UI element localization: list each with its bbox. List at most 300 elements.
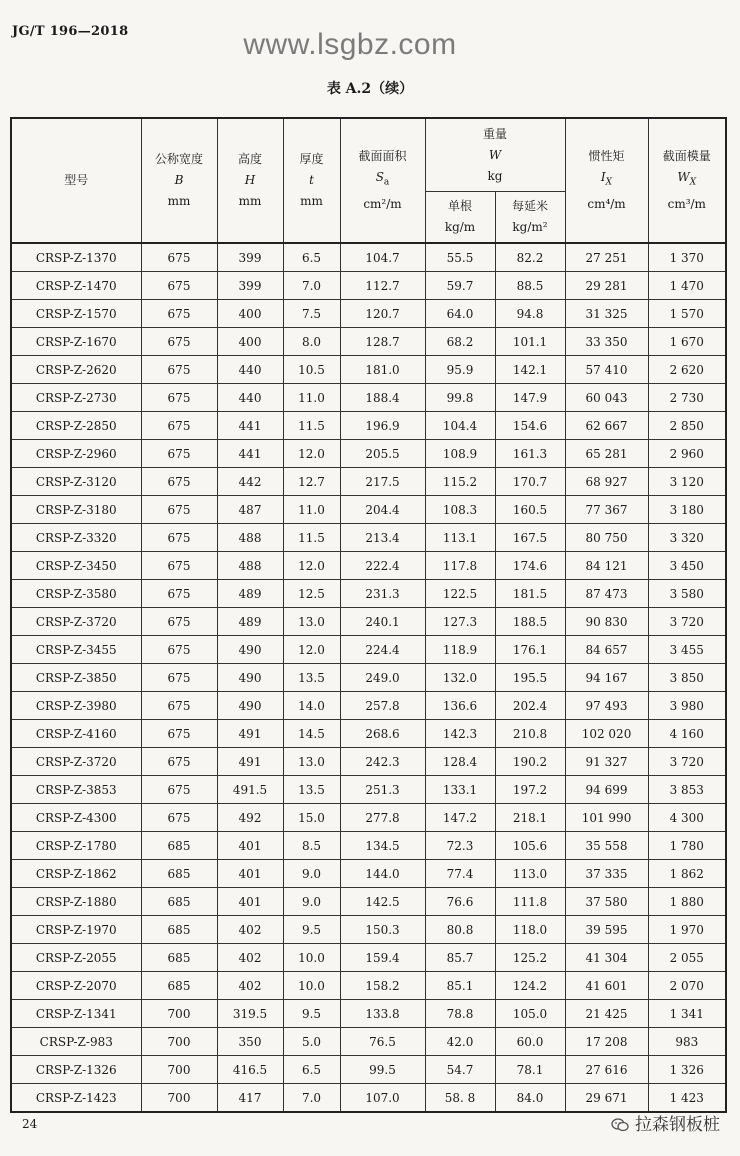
cell-inertia: 27 616 xyxy=(565,1056,648,1084)
header-weight: 重量 W kg xyxy=(425,118,565,192)
cell-width: 685 xyxy=(141,916,217,944)
cell-weight-per-m: 195.5 xyxy=(495,664,565,692)
cell-model: CRSP-Z-2850 xyxy=(11,412,141,440)
cell-thickness: 14.5 xyxy=(283,720,340,748)
table-row xyxy=(11,804,726,832)
cell-inertia: 60 043 xyxy=(565,384,648,412)
cell-width: 675 xyxy=(141,776,217,804)
cell-model: CRSP-Z-1880 xyxy=(11,888,141,916)
cell-area: 268.6 xyxy=(340,720,425,748)
cell-weight-single: 108.9 xyxy=(425,440,495,468)
cell-weight-per-m: 170.7 xyxy=(495,468,565,496)
cell-area: 158.2 xyxy=(340,972,425,1000)
table-row xyxy=(11,440,726,468)
table-row xyxy=(11,944,726,972)
cell-inertia: 39 595 xyxy=(565,916,648,944)
cell-width: 675 xyxy=(141,748,217,776)
cell-inertia: 77 367 xyxy=(565,496,648,524)
cell-height: 441 xyxy=(217,412,283,440)
cell-weight-per-m: 147.9 xyxy=(495,384,565,412)
table-row xyxy=(11,972,726,1000)
cell-thickness: 5.0 xyxy=(283,1028,340,1056)
cell-thickness: 11.5 xyxy=(283,524,340,552)
header-weight-per-m: 每延米 kg/m² xyxy=(495,192,565,244)
cell-height: 417 xyxy=(217,1084,283,1113)
cell-thickness: 15.0 xyxy=(283,804,340,832)
cell-inertia: 37 580 xyxy=(565,888,648,916)
cell-area: 76.5 xyxy=(340,1028,425,1056)
cell-height: 441 xyxy=(217,440,283,468)
cell-modulus: 1 326 xyxy=(648,1056,726,1084)
cell-area: 213.4 xyxy=(340,524,425,552)
cell-weight-per-m: 210.8 xyxy=(495,720,565,748)
cell-modulus: 3 320 xyxy=(648,524,726,552)
cell-modulus: 3 853 xyxy=(648,776,726,804)
cell-thickness: 10.5 xyxy=(283,356,340,384)
cell-width: 700 xyxy=(141,1028,217,1056)
cell-modulus: 4 300 xyxy=(648,804,726,832)
cell-model: CRSP-Z-2070 xyxy=(11,972,141,1000)
cell-height: 402 xyxy=(217,916,283,944)
cell-area: 120.7 xyxy=(340,300,425,328)
cell-model: CRSP-Z-3120 xyxy=(11,468,141,496)
cell-model: CRSP-Z-1370 xyxy=(11,243,141,272)
cell-modulus: 2 850 xyxy=(648,412,726,440)
cell-weight-single: 85.7 xyxy=(425,944,495,972)
cell-thickness: 10.0 xyxy=(283,944,340,972)
cell-weight-per-m: 176.1 xyxy=(495,636,565,664)
cell-width: 675 xyxy=(141,384,217,412)
cell-inertia: 41 601 xyxy=(565,972,648,1000)
cell-model: CRSP-Z-3850 xyxy=(11,664,141,692)
cell-weight-per-m: 188.5 xyxy=(495,608,565,636)
cell-weight-per-m: 160.5 xyxy=(495,496,565,524)
cell-inertia: 27 251 xyxy=(565,243,648,272)
cell-modulus: 3 180 xyxy=(648,496,726,524)
cell-model: CRSP-Z-3180 xyxy=(11,496,141,524)
cell-weight-single: 80.8 xyxy=(425,916,495,944)
header-height: 高度 H mm xyxy=(217,118,283,243)
table-row xyxy=(11,636,726,664)
cell-area: 277.8 xyxy=(340,804,425,832)
cell-modulus: 2 070 xyxy=(648,972,726,1000)
cell-weight-single: 115.2 xyxy=(425,468,495,496)
cell-width: 675 xyxy=(141,328,217,356)
cell-height: 487 xyxy=(217,496,283,524)
header-model: 型号 xyxy=(11,118,141,243)
cell-thickness: 11.0 xyxy=(283,496,340,524)
cell-width: 685 xyxy=(141,860,217,888)
cell-weight-per-m: 125.2 xyxy=(495,944,565,972)
cell-model: CRSP-Z-1670 xyxy=(11,328,141,356)
table-row xyxy=(11,356,726,384)
cell-model: CRSP-Z-1341 xyxy=(11,1000,141,1028)
table-row xyxy=(11,832,726,860)
cell-area: 112.7 xyxy=(340,272,425,300)
cell-width: 675 xyxy=(141,636,217,664)
cell-width: 675 xyxy=(141,552,217,580)
cell-area: 159.4 xyxy=(340,944,425,972)
header-width: 公称宽度 B mm xyxy=(141,118,217,243)
cell-inertia: 84 657 xyxy=(565,636,648,664)
cell-area: 242.3 xyxy=(340,748,425,776)
cell-modulus: 3 455 xyxy=(648,636,726,664)
brand-mark xyxy=(611,1110,720,1135)
cell-weight-per-m: 82.2 xyxy=(495,243,565,272)
cell-model: CRSP-Z-3450 xyxy=(11,552,141,580)
cell-inertia: 94 699 xyxy=(565,776,648,804)
cell-weight-single: 54.7 xyxy=(425,1056,495,1084)
cell-modulus: 983 xyxy=(648,1028,726,1056)
cell-inertia: 29 281 xyxy=(565,272,648,300)
cell-height: 402 xyxy=(217,944,283,972)
cell-height: 416.5 xyxy=(217,1056,283,1084)
cell-weight-per-m: 197.2 xyxy=(495,776,565,804)
header-thickness: 厚度 t mm xyxy=(283,118,340,243)
cell-model: CRSP-Z-2960 xyxy=(11,440,141,468)
cell-height: 491 xyxy=(217,720,283,748)
cell-inertia: 87 473 xyxy=(565,580,648,608)
cell-thickness: 8.0 xyxy=(283,328,340,356)
cell-thickness: 6.5 xyxy=(283,1056,340,1084)
cell-inertia: 35 558 xyxy=(565,832,648,860)
cell-model: CRSP-Z-4300 xyxy=(11,804,141,832)
cell-width: 675 xyxy=(141,412,217,440)
cell-modulus: 4 160 xyxy=(648,720,726,748)
cell-height: 319.5 xyxy=(217,1000,283,1028)
cell-area: 99.5 xyxy=(340,1056,425,1084)
cell-thickness: 12.7 xyxy=(283,468,340,496)
cell-inertia: 37 335 xyxy=(565,860,648,888)
cell-modulus: 3 120 xyxy=(648,468,726,496)
cell-weight-single: 147.2 xyxy=(425,804,495,832)
cell-height: 491.5 xyxy=(217,776,283,804)
cell-height: 440 xyxy=(217,356,283,384)
cell-inertia: 57 410 xyxy=(565,356,648,384)
cell-inertia: 102 020 xyxy=(565,720,648,748)
cell-inertia: 31 325 xyxy=(565,300,648,328)
cell-thickness: 7.5 xyxy=(283,300,340,328)
cell-weight-single: 122.5 xyxy=(425,580,495,608)
cell-thickness: 8.5 xyxy=(283,832,340,860)
cell-thickness: 12.0 xyxy=(283,636,340,664)
cell-width: 685 xyxy=(141,972,217,1000)
table-row xyxy=(11,580,726,608)
cell-modulus: 1 570 xyxy=(648,300,726,328)
cell-weight-single: 55.5 xyxy=(425,243,495,272)
cell-height: 440 xyxy=(217,384,283,412)
cell-weight-per-m: 105.0 xyxy=(495,1000,565,1028)
standard-code: JG/T 196—2018 xyxy=(12,24,129,39)
table-row xyxy=(11,664,726,692)
cell-thickness: 12.0 xyxy=(283,440,340,468)
wechat-icon xyxy=(611,1118,629,1132)
cell-model: CRSP-Z-3720 xyxy=(11,748,141,776)
cell-thickness: 12.0 xyxy=(283,552,340,580)
cell-modulus: 3 720 xyxy=(648,748,726,776)
cell-inertia: 29 671 xyxy=(565,1084,648,1113)
cell-model: CRSP-Z-1570 xyxy=(11,300,141,328)
cell-thickness: 11.5 xyxy=(283,412,340,440)
cell-weight-single: 133.1 xyxy=(425,776,495,804)
cell-weight-per-m: 105.6 xyxy=(495,832,565,860)
cell-inertia: 84 121 xyxy=(565,552,648,580)
cell-weight-per-m: 202.4 xyxy=(495,692,565,720)
cell-width: 700 xyxy=(141,1084,217,1113)
cell-width: 685 xyxy=(141,944,217,972)
cell-modulus: 1 341 xyxy=(648,1000,726,1028)
cell-weight-per-m: 124.2 xyxy=(495,972,565,1000)
cell-weight-per-m: 174.6 xyxy=(495,552,565,580)
cell-width: 675 xyxy=(141,300,217,328)
cell-model: CRSP-Z-3853 xyxy=(11,776,141,804)
cell-model: CRSP-Z-1326 xyxy=(11,1056,141,1084)
cell-width: 700 xyxy=(141,1056,217,1084)
cell-height: 400 xyxy=(217,328,283,356)
cell-modulus: 3 450 xyxy=(648,552,726,580)
cell-modulus: 1 423 xyxy=(648,1084,726,1113)
cell-height: 442 xyxy=(217,468,283,496)
table-row xyxy=(11,328,726,356)
table-row xyxy=(11,524,726,552)
table-row xyxy=(11,860,726,888)
cell-weight-per-m: 154.6 xyxy=(495,412,565,440)
table-row xyxy=(11,888,726,916)
cell-width: 675 xyxy=(141,720,217,748)
cell-area: 133.8 xyxy=(340,1000,425,1028)
table-row xyxy=(11,720,726,748)
cell-width: 675 xyxy=(141,440,217,468)
cell-area: 222.4 xyxy=(340,552,425,580)
table-row xyxy=(11,552,726,580)
cell-model: CRSP-Z-4160 xyxy=(11,720,141,748)
cell-weight-per-m: 60.0 xyxy=(495,1028,565,1056)
table-row xyxy=(11,496,726,524)
cell-weight-single: 118.9 xyxy=(425,636,495,664)
cell-weight-single: 132.0 xyxy=(425,664,495,692)
cell-inertia: 91 327 xyxy=(565,748,648,776)
cell-area: 205.5 xyxy=(340,440,425,468)
cell-width: 675 xyxy=(141,580,217,608)
cell-weight-single: 77.4 xyxy=(425,860,495,888)
cell-weight-per-m: 181.5 xyxy=(495,580,565,608)
cell-thickness: 14.0 xyxy=(283,692,340,720)
cell-model: CRSP-Z-3980 xyxy=(11,692,141,720)
cell-height: 401 xyxy=(217,860,283,888)
cell-modulus: 1 470 xyxy=(648,272,726,300)
cell-area: 128.7 xyxy=(340,328,425,356)
cell-inertia: 33 350 xyxy=(565,328,648,356)
cell-area: 240.1 xyxy=(340,608,425,636)
cell-height: 400 xyxy=(217,300,283,328)
cell-model: CRSP-Z-3455 xyxy=(11,636,141,664)
cell-area: 249.0 xyxy=(340,664,425,692)
table-row xyxy=(11,243,726,272)
header-area: 截面面积 $S_a$ cm²/m xyxy=(340,118,425,243)
cell-width: 675 xyxy=(141,272,217,300)
cell-inertia: 90 830 xyxy=(565,608,648,636)
cell-weight-single: 68.2 xyxy=(425,328,495,356)
cell-inertia: 97 493 xyxy=(565,692,648,720)
cell-area: 142.5 xyxy=(340,888,425,916)
cell-model: CRSP-Z-983 xyxy=(11,1028,141,1056)
cell-area: 257.8 xyxy=(340,692,425,720)
cell-inertia: 80 750 xyxy=(565,524,648,552)
cell-height: 491 xyxy=(217,748,283,776)
cell-weight-single: 85.1 xyxy=(425,972,495,1000)
cell-inertia: 17 208 xyxy=(565,1028,648,1056)
cell-height: 490 xyxy=(217,692,283,720)
cell-width: 675 xyxy=(141,664,217,692)
cell-weight-single: 78.8 xyxy=(425,1000,495,1028)
cell-weight-single: 59.7 xyxy=(425,272,495,300)
cell-modulus: 1 670 xyxy=(648,328,726,356)
cell-model: CRSP-Z-2055 xyxy=(11,944,141,972)
section-properties-table xyxy=(10,117,727,1113)
cell-thickness: 9.5 xyxy=(283,916,340,944)
cell-weight-per-m: 167.5 xyxy=(495,524,565,552)
cell-width: 675 xyxy=(141,608,217,636)
cell-area: 224.4 xyxy=(340,636,425,664)
cell-height: 488 xyxy=(217,524,283,552)
cell-weight-single: 42.0 xyxy=(425,1028,495,1056)
table-row xyxy=(11,1028,726,1056)
watermark: www.lsgbz.com xyxy=(243,28,457,61)
cell-area: 188.4 xyxy=(340,384,425,412)
cell-thickness: 13.5 xyxy=(283,776,340,804)
cell-area: 231.3 xyxy=(340,580,425,608)
table-row xyxy=(11,692,726,720)
cell-height: 489 xyxy=(217,608,283,636)
cell-weight-per-m: 190.2 xyxy=(495,748,565,776)
cell-weight-single: 104.4 xyxy=(425,412,495,440)
cell-thickness: 7.0 xyxy=(283,1084,340,1113)
cell-height: 490 xyxy=(217,636,283,664)
cell-weight-single: 142.3 xyxy=(425,720,495,748)
cell-thickness: 6.5 xyxy=(283,243,340,272)
cell-height: 399 xyxy=(217,243,283,272)
cell-area: 150.3 xyxy=(340,916,425,944)
cell-thickness: 9.5 xyxy=(283,1000,340,1028)
cell-thickness: 13.5 xyxy=(283,664,340,692)
cell-weight-single: 58. 8 xyxy=(425,1084,495,1113)
brand-name: 拉森钢板桩 xyxy=(635,1115,720,1135)
cell-model: CRSP-Z-2730 xyxy=(11,384,141,412)
cell-height: 489 xyxy=(217,580,283,608)
header-modulus: 截面模量 $W_X$ cm³/m xyxy=(648,118,726,243)
cell-width: 685 xyxy=(141,832,217,860)
cell-inertia: 101 990 xyxy=(565,804,648,832)
cell-area: 144.0 xyxy=(340,860,425,888)
header-inertia: 惯性矩 $I_X$ cm⁴/m xyxy=(565,118,648,243)
cell-modulus: 1 862 xyxy=(648,860,726,888)
cell-modulus: 1 970 xyxy=(648,916,726,944)
cell-modulus: 2 620 xyxy=(648,356,726,384)
cell-modulus: 3 980 xyxy=(648,692,726,720)
cell-weight-single: 72.3 xyxy=(425,832,495,860)
cell-weight-per-m: 78.1 xyxy=(495,1056,565,1084)
cell-width: 675 xyxy=(141,692,217,720)
cell-modulus: 2 730 xyxy=(648,384,726,412)
cell-weight-single: 136.6 xyxy=(425,692,495,720)
table-caption: 表 A.2（续） xyxy=(326,81,414,97)
cell-height: 488 xyxy=(217,552,283,580)
cell-inertia: 94 167 xyxy=(565,664,648,692)
cell-weight-single: 64.0 xyxy=(425,300,495,328)
table-row xyxy=(11,748,726,776)
cell-height: 490 xyxy=(217,664,283,692)
cell-model: CRSP-Z-3720 xyxy=(11,608,141,636)
cell-weight-per-m: 111.8 xyxy=(495,888,565,916)
cell-inertia: 68 927 xyxy=(565,468,648,496)
table-row xyxy=(11,272,726,300)
cell-weight-per-m: 161.3 xyxy=(495,440,565,468)
cell-thickness: 10.0 xyxy=(283,972,340,1000)
cell-weight-single: 99.8 xyxy=(425,384,495,412)
cell-model: CRSP-Z-1780 xyxy=(11,832,141,860)
cell-weight-per-m: 113.0 xyxy=(495,860,565,888)
cell-weight-per-m: 142.1 xyxy=(495,356,565,384)
cell-height: 492 xyxy=(217,804,283,832)
cell-area: 134.5 xyxy=(340,832,425,860)
cell-thickness: 9.0 xyxy=(283,860,340,888)
cell-area: 217.5 xyxy=(340,468,425,496)
table-row xyxy=(11,1084,726,1113)
cell-weight-single: 95.9 xyxy=(425,356,495,384)
cell-area: 204.4 xyxy=(340,496,425,524)
cell-modulus: 3 850 xyxy=(648,664,726,692)
cell-modulus: 3 580 xyxy=(648,580,726,608)
cell-height: 401 xyxy=(217,832,283,860)
cell-width: 685 xyxy=(141,888,217,916)
cell-width: 700 xyxy=(141,1000,217,1028)
table-row xyxy=(11,412,726,440)
cell-width: 675 xyxy=(141,468,217,496)
cell-weight-single: 113.1 xyxy=(425,524,495,552)
table-row xyxy=(11,384,726,412)
header-weight-single: 单根 kg/m xyxy=(425,192,495,244)
cell-area: 196.9 xyxy=(340,412,425,440)
cell-modulus: 1 880 xyxy=(648,888,726,916)
cell-model: CRSP-Z-1862 xyxy=(11,860,141,888)
cell-width: 675 xyxy=(141,243,217,272)
cell-weight-per-m: 101.1 xyxy=(495,328,565,356)
cell-weight-per-m: 118.0 xyxy=(495,916,565,944)
cell-thickness: 13.0 xyxy=(283,748,340,776)
cell-thickness: 7.0 xyxy=(283,272,340,300)
cell-weight-per-m: 84.0 xyxy=(495,1084,565,1113)
cell-model: CRSP-Z-3580 xyxy=(11,580,141,608)
cell-weight-single: 117.8 xyxy=(425,552,495,580)
cell-width: 675 xyxy=(141,496,217,524)
table-row xyxy=(11,468,726,496)
cell-model: CRSP-Z-3320 xyxy=(11,524,141,552)
cell-model: CRSP-Z-1970 xyxy=(11,916,141,944)
table-body xyxy=(11,243,726,1112)
table-row xyxy=(11,776,726,804)
cell-model: CRSP-Z-2620 xyxy=(11,356,141,384)
cell-thickness: 12.5 xyxy=(283,580,340,608)
cell-area: 107.0 xyxy=(340,1084,425,1113)
cell-thickness: 9.0 xyxy=(283,888,340,916)
cell-weight-per-m: 88.5 xyxy=(495,272,565,300)
cell-height: 399 xyxy=(217,272,283,300)
table-row xyxy=(11,1056,726,1084)
page-number: 24 xyxy=(22,1117,38,1131)
cell-width: 675 xyxy=(141,524,217,552)
table-row xyxy=(11,608,726,636)
cell-width: 675 xyxy=(141,356,217,384)
